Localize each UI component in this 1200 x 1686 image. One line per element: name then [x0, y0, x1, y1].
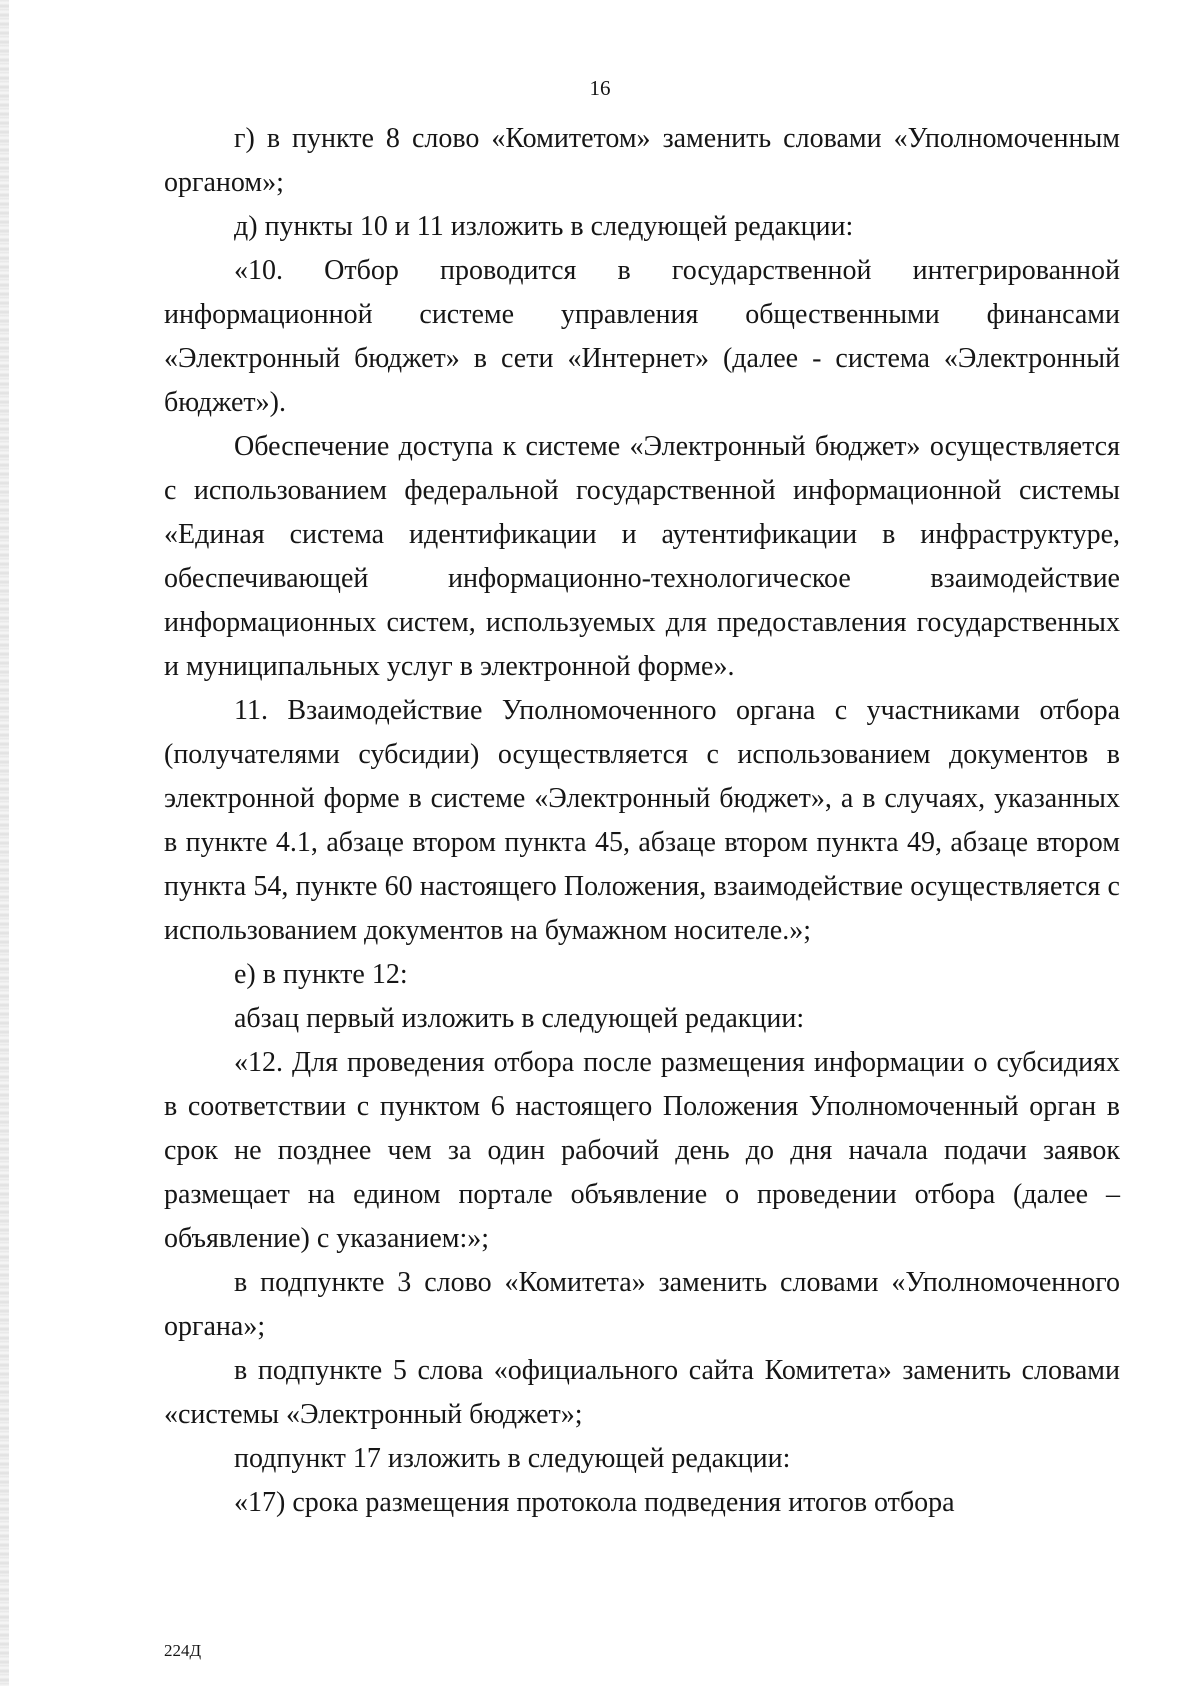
paragraph-subpoint-17: «17) срока размещения протокола подведения итогов отбора [234, 1487, 955, 1518]
paragraph-point-10: «10. Отбор проводится в государственной интегрированной информационной системе управления общественными финансами «Электронный бюджет» в сети «Интернет» (далее - система «Электронный бюджет»). [164, 255, 1120, 418]
paragraph-point-11: 11. Взаимодействие Уполномоченного органа с участниками отбора (получателями субсидии) осуществляется с использованием документов в электронной форме в системе «Электронный бюджет», а в случаях, указанных в пункте 4.1, абзаце втором пункта 45, абзаце втором пункта 49, абзаце втором пункта 54, пункте 60 настоящего Положения, взаимодействие осуществляется с использованием документов на бумажном носителе.»; [164, 695, 1120, 946]
paragraph-first-abzac: абзац первый изложить в следующей редакции: [234, 1003, 805, 1034]
paragraph-item-e: е) в пункте 12: [234, 959, 408, 990]
paragraph-subpoint-5: в подпункте 5 слова «официального сайта Комитета» заменить словами «системы «Электронный бюджет»; [164, 1355, 1120, 1430]
paragraph-subpoint-17-intro: подпункт 17 изложить в следующей редакции: [234, 1443, 791, 1474]
paragraph-item-d: д) пункты 10 и 11 изложить в следующей редакции: [234, 211, 854, 242]
paragraph-access: Обеспечение доступа к системе «Электронный бюджет» осуществляется с использованием федеральной государственной информационной системы «Единая система идентификации и аутентификации в инфраструктуре, обеспечивающей информационно-технологическое взаимодействие информационных систем, используемых для предоставления государственных и муниципальных услуг в электронной форме». [164, 431, 1120, 682]
footer-code: 224Д [164, 1641, 202, 1660]
document-body [164, 117, 1120, 1525]
paragraph-subpoint-3: в подпункте 3 слово «Комитета» заменить словами «Уполномоченного органа»; [164, 1267, 1120, 1342]
paragraph-item-g: г) в пункте 8 слово «Комитетом» заменить словами «Уполномоченным органом»; [164, 123, 1120, 198]
page-number: 16 [589, 76, 611, 100]
scan-edge [0, 0, 9, 1686]
paragraph-point-12: «12. Для проведения отбора после размещения информации о субсидиях в соответствии с пунктом 6 настоящего Положения Уполномоченный орган в срок не позднее чем за один рабочий день до дня начала подачи заявок размещает на едином портале объявление о проведении отбора (далее – объявление) с указанием:»; [164, 1047, 1120, 1254]
